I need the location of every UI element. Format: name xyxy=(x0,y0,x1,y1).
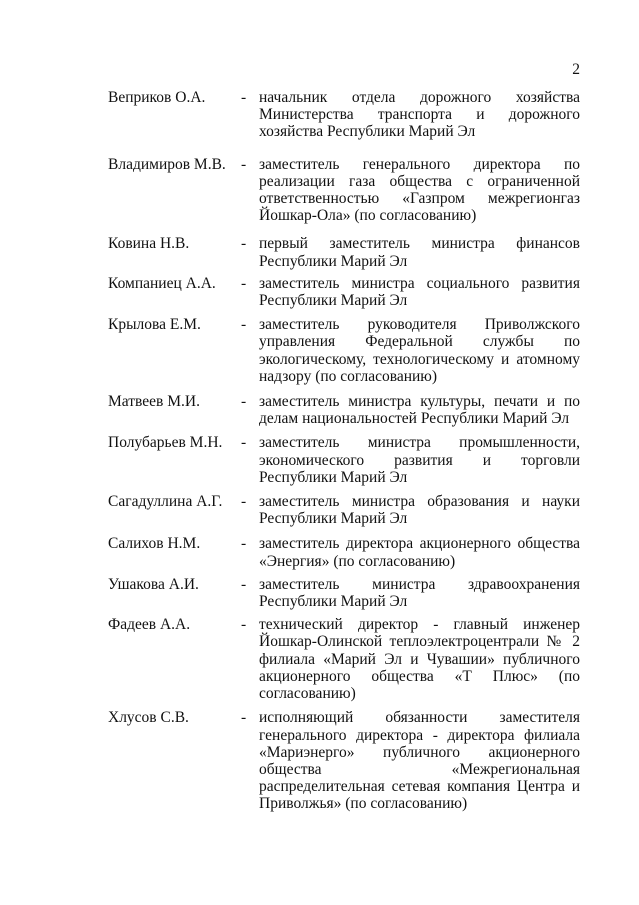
separator-dash: - xyxy=(241,575,247,593)
member-position: заместитель министра образования и науки Республики Марий Эл xyxy=(259,493,580,528)
member-position: заместитель министра промышленности, экономического развития и торговли Республики Марий Эл xyxy=(259,434,580,486)
member-name: Сагадуллина А.Г. xyxy=(108,493,223,511)
separator-dash: - xyxy=(241,493,247,511)
separator-dash: - xyxy=(241,316,247,334)
member-position: технический директор - главный инженер Йошкар-Олинской теплоэлектроцентрали № 2 филиала «Марий Эл и Чувашии» публичного акционерного общества «Т Плюс» (по согласованию) xyxy=(259,616,580,703)
member-entry xyxy=(108,275,580,309)
member-position: заместитель министра здравоохранения Республики Марий Эл xyxy=(259,575,580,611)
member-entry xyxy=(108,393,580,427)
member-entry xyxy=(108,709,580,812)
separator-dash: - xyxy=(241,274,247,292)
member-entry xyxy=(108,235,580,269)
member-name: Полубарьев М.Н. xyxy=(108,434,223,452)
member-name: Компаниец А.А. xyxy=(108,274,216,292)
member-name: Веприков О.А. xyxy=(108,89,206,106)
member-entry xyxy=(108,576,580,610)
member-position: заместитель руководителя Приволжского управления Федеральной службы по экологическому, технологическому и атомному надзору (по согласованию) xyxy=(259,316,580,385)
member-position: заместитель министра социального развития Республики Марий Эл xyxy=(259,274,580,310)
page-number: 2 xyxy=(572,61,580,78)
member-position: первый заместитель министра финансов Республики Марий Эл xyxy=(259,235,580,270)
separator-dash: - xyxy=(241,89,247,106)
separator-dash: - xyxy=(241,434,247,452)
member-name: Владимиров М.В. xyxy=(108,155,226,173)
member-position: заместитель генерального директора по реализации газа общества с ограниченной ответственностью «Газпром межрегионгаз Йошкар-Ола» (по согласованию) xyxy=(259,155,580,225)
member-entry xyxy=(108,156,580,225)
member-name: Салихов Н.М. xyxy=(108,535,201,553)
separator-dash: - xyxy=(241,393,247,411)
separator-dash: - xyxy=(241,235,247,253)
separator-dash: - xyxy=(241,535,247,553)
member-name: Крылова Е.М. xyxy=(108,316,201,334)
member-position: исполняющий обязанности заместителя генерального директора - директора филиала «Мариэнерго» публичного акционерного общества «Межрегиональная распределительная сетевая компания Центра и Приволжья» (по согласованию) xyxy=(259,709,580,813)
member-entry xyxy=(108,316,580,385)
member-entry xyxy=(108,434,580,486)
member-entry xyxy=(108,535,580,569)
separator-dash: - xyxy=(241,616,247,634)
separator-dash: - xyxy=(241,709,247,727)
member-position: начальник отдела дорожного хозяйства Министерства транспорта и дорожного хозяйства Республики Марий Эл xyxy=(259,89,580,141)
member-name: Ушакова А.И. xyxy=(108,575,199,593)
member-entry xyxy=(108,493,580,527)
member-name: Фадеев А.А. xyxy=(108,616,191,634)
member-name: Хлусов С.В. xyxy=(108,709,189,727)
member-position: заместитель министра культуры, печати и по делам национальностей Республики Марий Эл xyxy=(259,393,580,428)
member-entry xyxy=(108,616,580,702)
member-name: Ковина Н.В. xyxy=(108,235,190,253)
member-position: заместитель директора акционерного общества «Энергия» (по согласованию) xyxy=(259,535,580,570)
commission-member-list xyxy=(108,89,580,813)
member-name: Матвеев М.И. xyxy=(108,393,200,411)
separator-dash: - xyxy=(241,155,247,173)
member-entry xyxy=(108,89,580,141)
